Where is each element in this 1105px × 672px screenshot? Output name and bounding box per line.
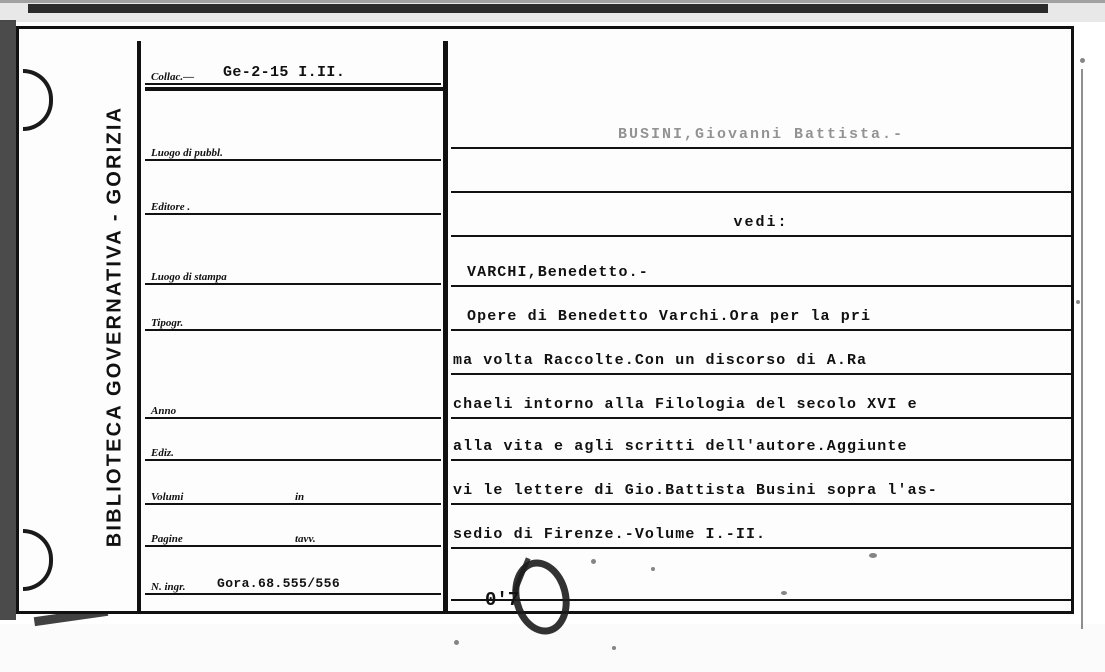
entry-speck-3 [869, 553, 877, 558]
field-rule [145, 417, 441, 419]
field-label: Anno [151, 405, 177, 417]
field-label-secondary: tavv. [295, 533, 316, 545]
field-rule [145, 283, 441, 285]
entry-line-rule [451, 235, 1071, 237]
scan-speck-4 [454, 640, 459, 645]
entry-line [451, 333, 1071, 375]
ink-stamp-code: 0'7 [485, 589, 520, 611]
entry-line [451, 463, 1071, 505]
entry-line-text: ma volta Raccolte.Con un discorso di A.Ra [453, 352, 868, 369]
field-row-collocazione [145, 63, 441, 85]
entry-line-rule [451, 459, 1071, 461]
card-entry-text [451, 43, 1071, 613]
ink-stamp [485, 553, 569, 631]
binder-hole-top-icon [23, 69, 53, 131]
field-rule [145, 213, 441, 215]
field-row-luogo-stampa [145, 263, 441, 285]
field-row-tipografo [145, 309, 441, 331]
entry-line-rule [451, 191, 1071, 193]
field-value: Gora.68.555/556 [217, 576, 341, 591]
scan-speck-5 [612, 646, 616, 650]
entry-line [451, 419, 1071, 461]
entry-line-text: alla vita e agli scritti dell'autore.Aggiunte [453, 438, 908, 455]
field-label: Ediz. [151, 447, 174, 459]
catalogue-card [16, 26, 1074, 614]
entry-line-text: chaeli intorno alla Filologia del secolo XVI e [453, 396, 918, 413]
field-label: Collac.— [151, 71, 195, 83]
entry-line-rule [451, 373, 1071, 375]
field-label: Tipogr. [151, 317, 184, 329]
entry-speck-1 [591, 559, 596, 564]
field-rule [145, 503, 441, 505]
entry-line [451, 195, 1071, 237]
scan-speck-3 [1076, 300, 1080, 304]
entry-speck-4 [781, 591, 787, 595]
field-rule [145, 545, 441, 547]
entry-speck-2 [651, 567, 655, 571]
entry-line-rule [451, 147, 1071, 149]
vertical-rule-left [137, 41, 141, 613]
scan-top-edge [0, 0, 1105, 22]
binder-hole-bottom-icon [23, 529, 53, 591]
entry-line [451, 107, 1071, 149]
field-label: Luogo di stampa [151, 271, 227, 283]
scan-speck-2 [1080, 58, 1085, 63]
field-rule [145, 329, 441, 331]
field-rule [145, 159, 441, 161]
library-spine [77, 65, 135, 635]
field-label-secondary: in [295, 491, 305, 503]
field-label: Editore . [151, 201, 191, 213]
field-row-volumi [145, 483, 441, 505]
field-label: Pagine [151, 533, 183, 545]
vertical-rule-middle [443, 41, 448, 613]
entry-line-text: vi le lettere di Gio.Battista Busini sopra l'as- [453, 482, 938, 499]
entry-line [451, 151, 1071, 193]
field-rule [145, 459, 441, 461]
field-label: N. ingr. [151, 581, 186, 593]
field-separator-thick [145, 87, 443, 91]
library-name: BIBLIOTECA GOVERNATIVA - GORIZIA [103, 105, 126, 548]
field-row-edizione [145, 439, 441, 461]
field-row-pagine [145, 525, 441, 547]
entry-line-text: VARCHI,Benedetto.- [467, 264, 649, 281]
field-row-numero-ingresso [145, 573, 441, 595]
field-value: Ge-2-15 I.II. [223, 64, 346, 81]
entry-line [451, 245, 1071, 287]
entry-line [451, 377, 1071, 419]
entry-line-text: BUSINI,Giovanni Battista.- [617, 126, 905, 143]
entry-line [451, 289, 1071, 331]
entry-line-rule [451, 329, 1071, 331]
scan-left-edge [0, 20, 16, 620]
card-fields [145, 43, 441, 613]
entry-line-text: sedio di Firenze.-Volume I.-II. [453, 526, 767, 543]
field-label: Volumi [151, 491, 184, 503]
field-row-editore [145, 193, 441, 215]
entry-line-text: vedi: [733, 214, 789, 231]
entry-line-rule [451, 503, 1071, 505]
field-rule [145, 593, 441, 595]
field-rule [145, 83, 441, 85]
entry-line-text: Opere di Benedetto Varchi.Ora per la pri [467, 308, 872, 325]
entry-line [451, 507, 1071, 549]
field-row-luogo-pubbl [145, 139, 441, 161]
card-right-edge [1081, 69, 1083, 629]
field-row-anno [145, 397, 441, 419]
field-label: Luogo di pubbl. [151, 147, 223, 159]
entry-line-rule [451, 285, 1071, 287]
entry-line-rule [451, 547, 1071, 549]
